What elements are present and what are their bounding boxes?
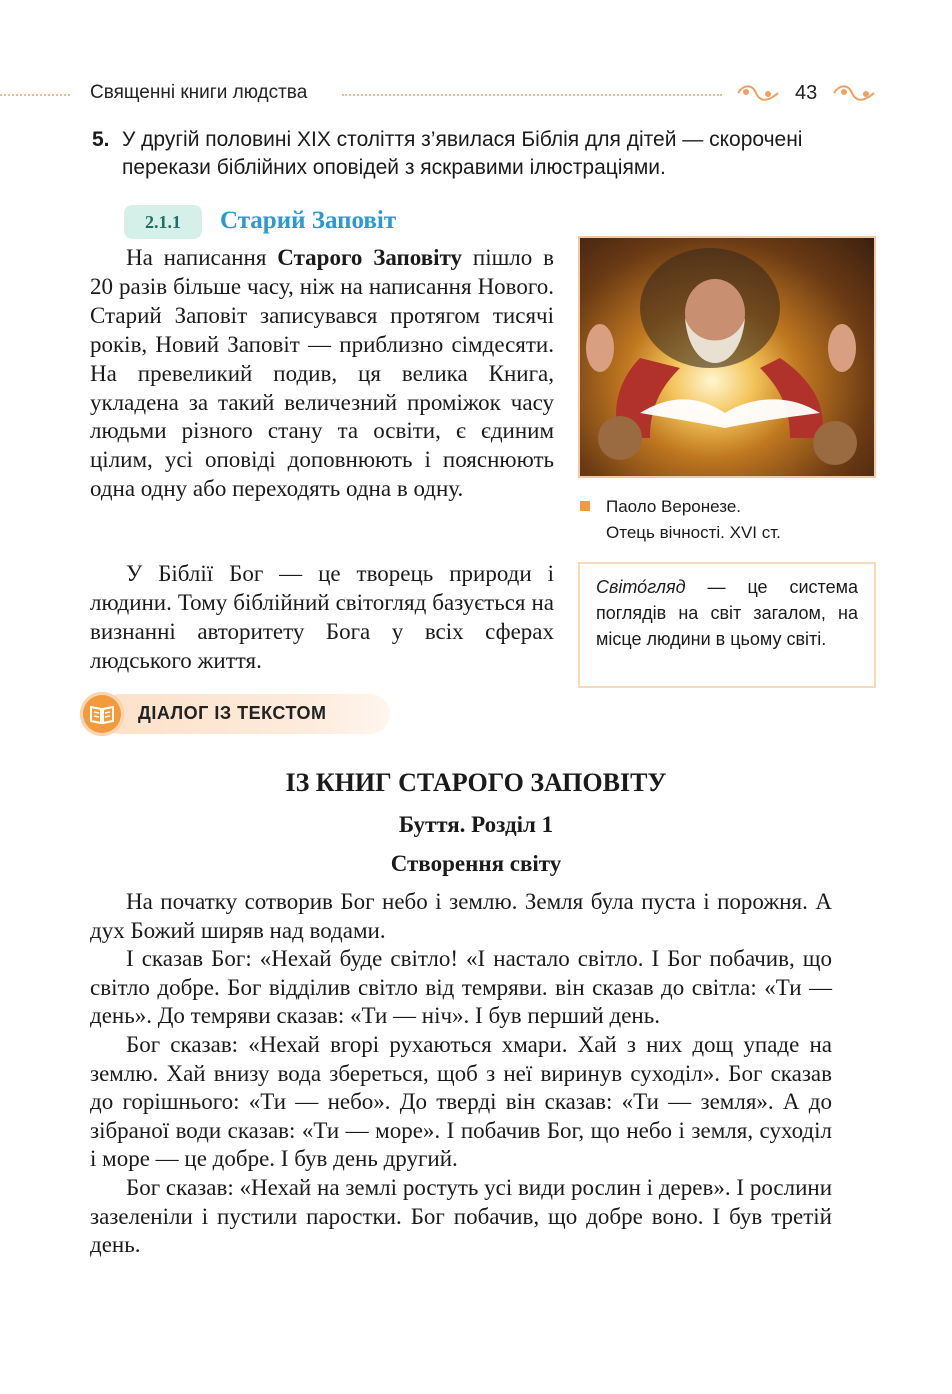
- ornament-left-icon: [736, 82, 780, 110]
- list-item-5: [92, 126, 852, 182]
- definition-term: Світо́гляд: [596, 577, 686, 597]
- body-paragraph: І сказав Бог: «Нехай буде світло! «І настало світло. І Бог побачив, що світло добре. Бог відділив світло від темряви. він сказав до світла: «Ти — день». До темряви сказав: «Ти — ніч». І був перший день.: [90, 946, 832, 1029]
- header-rule-right: [342, 94, 722, 96]
- para1-bold: Старого Заповіту: [277, 245, 463, 270]
- page-number: 43: [795, 82, 818, 104]
- section-number-badge: 2.1.1: [124, 205, 202, 239]
- dialog-label: ДІАЛОГ ІЗ ТЕКСТОМ: [138, 703, 327, 723]
- figure-caption: [580, 494, 880, 546]
- header-rule-left: [0, 94, 70, 96]
- caption-bullet-icon: [580, 501, 590, 511]
- dialog-with-text-banner: [80, 692, 390, 736]
- caption-line1: Паоло Веронезе.: [606, 497, 741, 516]
- body-paragraph: Бог сказав: «Нехай на землі ростуть усі види рослин і дерев». І рослини зазеленіли і пустили паростки. Бог побачив, що добре воно. І був третій день.: [90, 1174, 832, 1258]
- heading-main: ІЗ КНИГ СТАРОГО ЗАПОВІТУ: [285, 768, 667, 797]
- painting-image: [578, 236, 876, 478]
- genesis-text: [90, 888, 832, 1260]
- caption-line2: Отець вічності. XVI ст.: [606, 523, 781, 542]
- para1-rest: пішло в 20 разів більше часу, ніж на написання Нового. Старий Заповіт записувався протягом тисячі років, Новий Заповіт — приблизно сімдесяти. На превеликий подив, ця велика Книга, укладена за такий величезний проміжок часу людьми різного стану та освіти, є єдиним цілим, усі оповіді доповнюють і пояснюють одна одну або переходять одна в одну.: [90, 245, 555, 502]
- book-icon: [80, 692, 124, 736]
- running-header: [0, 78, 952, 112]
- item-number: 5.: [92, 128, 110, 151]
- body-paragraph: Бог сказав: «Нехай вгорі рухаються хмари. Хай з них дощ упаде на землю. Хай внизу вода збереться, щоб з неї виринув суходіл». Бог сказав до горішнього: «Ти — небо». До тверді він сказав: «Ти — земля». А до зібраної води сказав: «Ти — море». І побачив Бог, що небо і земля, суходіл і море — це добре. І був день другий.: [90, 1031, 832, 1172]
- definition-box: [578, 562, 876, 688]
- definition-text: — це система поглядів на світ загалом, на місце людини в цьому світі.: [596, 577, 858, 649]
- ornament-right-icon: [832, 82, 876, 110]
- para1-lead: На написання: [126, 245, 278, 270]
- body-paragraph: На початку сотворив Бог небо і землю. Земля була пуста і порожня. А дух Божий ширяв над водами.: [90, 889, 832, 943]
- heading-sub: Буття. Розділ 1: [398, 812, 554, 837]
- section-title: Старий Заповіт: [220, 207, 397, 234]
- paragraph-worldview: [90, 560, 554, 676]
- item-text: У другій половині XIX століття з’явилася Біблія для дітей — скорочені перекази біблійних оповідей з яскравими ілюстраціями.: [122, 128, 803, 179]
- header-title: Священні книги людства: [90, 82, 308, 103]
- para2-text: У Біблії Бог — це творець природи і людини. Тому біблійний світогляд базується на визнанні авторитету Бога у всіх сферах людського життя.: [90, 561, 554, 673]
- paragraph-old-testament: [90, 244, 554, 504]
- heading-sub2: Створення світу: [390, 851, 562, 876]
